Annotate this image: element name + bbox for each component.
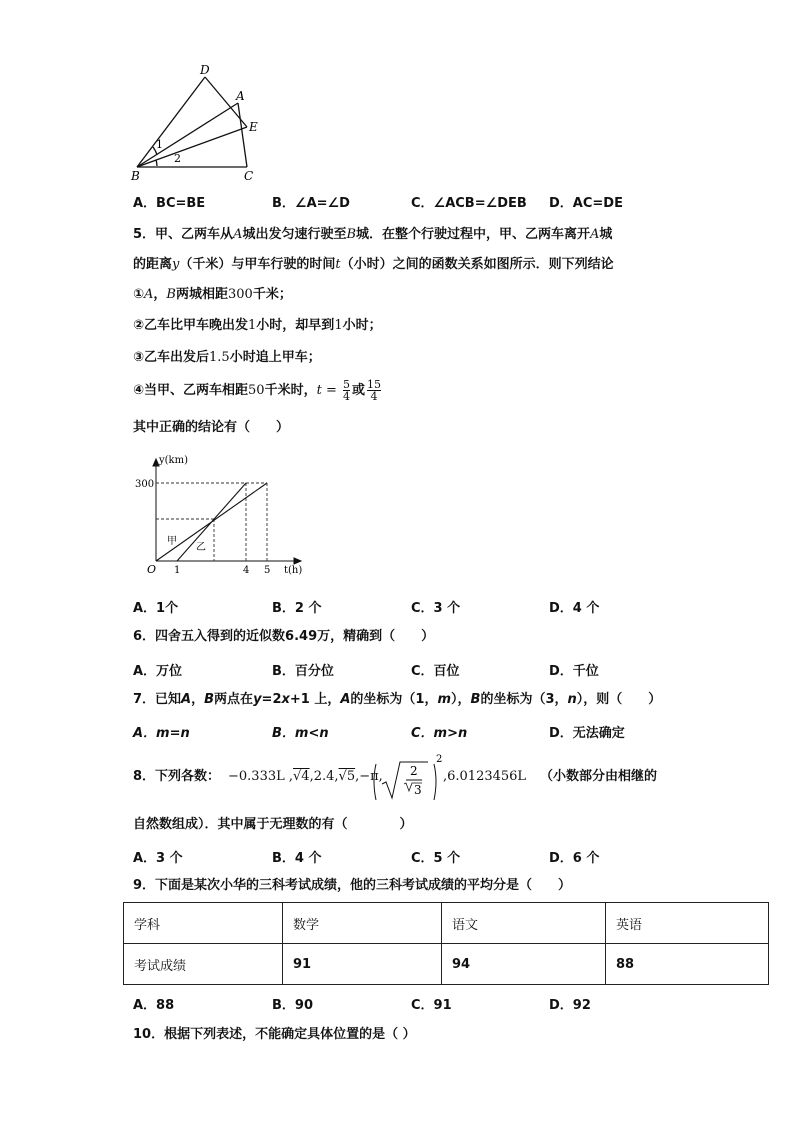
right-paren: [434, 764, 436, 800]
q8-number-list: [228, 768, 383, 786]
q7-text: ），: [451, 692, 471, 707]
q4-option-d[interactable]: D．AC=DE: [549, 196, 623, 211]
q5-option-c[interactable]: C．3 个: [411, 601, 461, 616]
q5-conclusion-2: [133, 317, 382, 335]
q4-option-b[interactable]: B．∠A=∠D: [272, 196, 350, 211]
q5-c2-text: ②乙车比甲车晚出发: [133, 318, 249, 333]
q5-c2-number: 1: [248, 318, 257, 333]
q5-c2-number: 1: [334, 318, 343, 333]
q5-ask: 其中正确的结论有（ ）: [133, 420, 290, 435]
q9-score-table: [123, 902, 769, 985]
q7-text: ，: [191, 692, 205, 707]
q9-option-a[interactable]: A．88: [133, 998, 175, 1013]
q5-stem-text: 的距离: [133, 257, 173, 272]
q7-var: A: [181, 692, 192, 707]
label-angle-2: 2: [174, 152, 181, 165]
label-c: C: [244, 169, 254, 183]
q8-item: ,−π,: [355, 769, 383, 784]
q7-text: 的坐标为（1，: [350, 692, 438, 707]
q5-c2-text: 小时；: [342, 318, 382, 333]
q5-c3-text: ③乙车出发后: [133, 350, 210, 365]
graph-tick-5: 5: [264, 565, 271, 576]
q7-var: y: [253, 692, 262, 707]
x-axis-arrow: [294, 558, 301, 564]
q5-var-b: B: [166, 287, 176, 302]
q7-text: 两点在: [214, 692, 254, 707]
q7-var: A: [340, 692, 351, 707]
q8-option-d[interactable]: D．6 个: [549, 851, 600, 866]
q8-option-c[interactable]: C．5 个: [411, 851, 461, 866]
q5-option-b[interactable]: B．2 个: [272, 601, 322, 616]
q5-c3-text: 小时追上甲车；: [229, 350, 321, 365]
q5-stem-line2: [133, 256, 614, 274]
q5-c2-text: 小时，却早到: [256, 318, 335, 333]
q6-stem-text: 万，精确到（ ）: [317, 629, 435, 644]
q7-var: n: [567, 692, 577, 707]
q8-option-a[interactable]: A．3 个: [133, 851, 183, 866]
table-cell-math-score: 91: [283, 944, 442, 985]
q5-stem-text: 城出发匀速行驶至: [242, 227, 347, 242]
q7-var: x: [281, 692, 290, 707]
table-header-chinese: 语文: [442, 903, 606, 944]
q8-item: −0.333L ,: [228, 769, 294, 784]
table-cell-chinese-score: 94: [442, 944, 606, 985]
q5-stem-text: （小时）之间的函数关系如图所示．则下列结论: [340, 257, 614, 272]
q4-option-a[interactable]: A．BC=BE: [133, 196, 206, 211]
q5-graph: [135, 452, 308, 576]
q9-option-c[interactable]: C．91: [411, 998, 452, 1013]
q7-option-a[interactable]: A．m=n: [133, 726, 190, 741]
graph-label-jia: 甲: [167, 536, 177, 547]
q6-stem: [133, 628, 434, 646]
q5-c1-text: 千米；: [252, 287, 292, 302]
table-header-math: 数学: [283, 903, 442, 944]
q8-sqrt4: √4: [293, 769, 310, 784]
label-d: D: [200, 63, 210, 77]
q6-number: 6.49: [285, 629, 318, 644]
table-row: [124, 903, 769, 944]
q8-frac-denominator: 3: [414, 783, 422, 797]
q7-text: 7．已知: [133, 692, 182, 707]
label-angle-1: 1: [156, 138, 163, 151]
frac-denominator: 4: [370, 390, 378, 403]
label-e: E: [249, 120, 258, 134]
q5-var-a: A: [590, 227, 600, 242]
q5-conclusion-1: [133, 286, 292, 304]
graph-tick-300: 300: [135, 479, 155, 490]
segment-bd: [137, 77, 205, 167]
q9-stem: 9．下面是某次小华的三科考试成绩，他的三科考试成绩的平均分是（ ）: [133, 878, 572, 893]
q7-text: 的坐标为（3，: [480, 692, 568, 707]
q5-c4-text: ④当甲、乙两车相距: [133, 383, 249, 398]
graph-tick-1: 1: [174, 565, 181, 576]
segment-ba: [137, 103, 238, 167]
q8-stem-text: 8．下列各数：: [133, 769, 221, 784]
q7-stem: [133, 691, 661, 709]
graph-tick-4: 4: [243, 565, 250, 576]
q7-option-b[interactable]: B．m<n: [272, 726, 329, 741]
q5-equals: =: [321, 383, 341, 398]
q8-sqrt5: √5: [338, 769, 356, 784]
q8-number-list-end: ,6.0123456L: [443, 769, 527, 784]
q6-option-c[interactable]: C．百位: [411, 664, 460, 679]
q5-c1-text: ①: [133, 287, 145, 302]
frac-numerator: 15: [367, 378, 381, 391]
q8-item: ,2.4,: [309, 769, 339, 784]
q5-stem-line1: [133, 226, 612, 244]
q5-fraction-5-4: [343, 379, 350, 402]
q5-option-a[interactable]: A．1个: [133, 601, 179, 616]
q8-option-b[interactable]: B．4 个: [272, 851, 322, 866]
q7-var: m: [437, 692, 452, 707]
frac-numerator: 5: [342, 378, 350, 391]
q5-c4-or: 或: [351, 383, 365, 398]
q8-stem-note: （小数部分由相继的: [540, 769, 658, 784]
q8-power: 2: [436, 754, 443, 765]
q6-stem-text: 6．四舍五入得到的近似数: [133, 629, 286, 644]
q8-stem-line2: 自然数组成）．其中属于无理数的有（ ）: [133, 817, 413, 832]
q7-option-d[interactable]: D．无法确定: [549, 726, 625, 741]
q5-var-b: B: [346, 227, 357, 242]
q5-var-t: t: [316, 383, 322, 398]
q5-c1-text: 两城相距: [175, 287, 228, 302]
q5-stem-text: 5．甲、乙两车从: [133, 227, 234, 242]
label-b: B: [131, 169, 140, 183]
left-paren: [374, 764, 376, 800]
q5-c4-number: 50: [248, 383, 265, 398]
label-a: A: [236, 89, 245, 103]
q5-c3-number: 1.5: [209, 350, 230, 365]
q4-option-c[interactable]: C．∠ACB=∠DEB: [411, 196, 527, 211]
graph-ylabel: y(km): [159, 455, 188, 466]
q6-option-a[interactable]: A．万位: [133, 664, 183, 679]
graph-label-yi: 乙: [196, 542, 206, 553]
angle-2-arc: [156, 160, 157, 166]
q5-stem-text: （千米）与甲车行驶的时间: [179, 257, 336, 272]
q5-conclusion-4: [133, 376, 383, 406]
q5-stem-text: 城．在整个行驶过程中，甲、乙两车离开: [356, 227, 591, 242]
q5-var-t: t: [335, 257, 341, 272]
line-yi: [177, 483, 246, 561]
q5-c4-text: 千米时，: [264, 383, 317, 398]
q7-text: ），则（ ）: [576, 692, 662, 707]
q8-frac-numerator: 2: [410, 764, 418, 778]
table-header-subject: 学科: [124, 903, 283, 944]
q5-conclusion-3: [133, 349, 321, 367]
q8-stem-line1: [133, 768, 220, 786]
q5-var-a: A: [144, 287, 154, 302]
q5-fraction-15-4: [367, 379, 381, 402]
q6-option-b[interactable]: B．百分位: [272, 664, 334, 679]
q7-var: B: [204, 692, 215, 707]
q9-option-d[interactable]: D．92: [549, 998, 591, 1013]
q5-var-a: A: [233, 227, 243, 242]
table-row: [124, 944, 769, 985]
q5-stem-text: 城: [599, 227, 613, 242]
q8-radical-fraction-squared: [370, 746, 450, 808]
q5-option-d[interactable]: D．4 个: [549, 601, 600, 616]
q6-option-d[interactable]: D．千位: [549, 664, 599, 679]
q9-option-b[interactable]: B．90: [272, 998, 313, 1013]
q7-var: B: [470, 692, 481, 707]
table-header-english: 英语: [606, 903, 769, 944]
q5-c1-number: 300: [228, 287, 253, 302]
q5-var-y: y: [172, 257, 180, 272]
q4-figure: [126, 58, 266, 182]
graph-origin: O: [147, 563, 157, 576]
q10-stem: 10．根据下列表述，不能确定具体位置的是（ ）: [133, 1027, 416, 1042]
q7-text: +1 上，: [289, 692, 341, 707]
q7-option-c[interactable]: C．m>n: [411, 726, 468, 741]
table-cell-english-score: 88: [606, 944, 769, 985]
frac-denominator: 4: [342, 390, 350, 403]
q7-text: =2: [261, 692, 282, 707]
q5-c1-text: ，: [153, 287, 167, 302]
table-row-label: 考试成绩: [124, 944, 283, 985]
segment-ac: [238, 103, 247, 167]
graph-xlabel: t(h): [284, 565, 303, 576]
